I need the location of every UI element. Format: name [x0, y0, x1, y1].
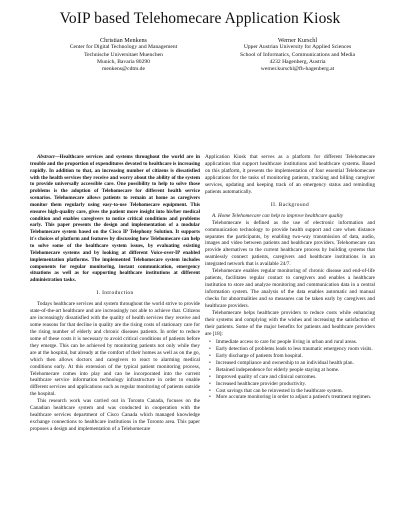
author-affiliation: Upper Austrian University for Applied Sciences: [243, 44, 352, 51]
list-item: • Increased healthcare provider productivity.: [216, 381, 375, 388]
paper-title: VoIP based Telehomecare Application Kiosk: [59, 10, 341, 27]
list-item: • Improved quality of care and clinical outcomes.: [216, 374, 375, 381]
background-paragraph-1: Telehomecare is defined as the use of electronic information and communication technology to provide health support and care when distance separates the participants, by enabling two-way transmission of data, audio, images and video between patients and healthcare providers. Telehomecare can provide alternatives to the current healthcare process by building systems that seamlessly connect patients, caregivers and healthcare institutions in an integrated network that is available 24/7.: [205, 219, 375, 268]
author-block-1: [36, 37, 211, 73]
background-paragraph-2: Telehomecare enables regular monitoring of chronic disease and end-of-life patients, facilitates regular contact to caregivers and enables a healthcare institution to store and analyze monitoring and communication data in a central information system. The analysis of the data enables automatic and manual checks for abnormalities and so measures can be taken early by caregivers and healthcare providers.: [205, 268, 375, 310]
author-affiliation: School of Informatics, Communications and Media: [240, 51, 355, 58]
author-name: Christian Menkens: [100, 37, 147, 44]
intro-paragraph-2: This research work was carried out in Toronto Canada, focuses on the Canadian healthcare system and was conducted in cooperation with the healthcare services department of Cisco Canada which managed knowledge exchange connections to healthcare institutions in the Toronto area. This paper proposes a design and implementation of a Telehomecare: [30, 398, 200, 433]
subsection-heading: A. Home Telehomecare can help to improve healthcare quality: [212, 212, 344, 219]
right-paragraph-1: Application Kiosk that serves as a platform for different Telehomecare applications that support healthcare institutions and healthcare systems. Based on this platform, it presents the implementation of four essential Telehomecare applications for the tasks of monitoring patients, tracking and billing caregiver services, updating and keeping track of an emergency status and reminding patients automatically.: [205, 154, 375, 195]
benefits-list: [205, 339, 375, 402]
list-item: • Increased compliance and ownership to an individual health plan.: [216, 360, 375, 367]
author-affiliation: Center for Digital Technology and Management: [69, 44, 178, 51]
left-column: [30, 154, 200, 433]
list-item: • Early detection of problems leads to less traumatic emergency room visits.: [216, 346, 375, 353]
author-email: werner.kurschl@fh-hagenberg.at: [260, 66, 335, 73]
section-heading-background: II. Background: [270, 201, 310, 208]
author-affiliation: Technische Universitaet Muenchen: [84, 51, 163, 58]
list-item: • Cost savings that can be reinvested in the healthcare system.: [216, 388, 375, 395]
list-item: • Immediate access to care for people living in urban and rural areas.: [216, 339, 375, 346]
author-email: menkens@cdtm.de: [102, 66, 145, 73]
intro-paragraph-1: Todays healthcare services and system throughout the world strive to provide state-of-the-art healthcare and are increasingly not able to achieve that. Citizens are increasingly dissatisfied with the quality of health services they receive and some reasons for that decline in quality are the rising costs of stationary care for the rising number of elderly and chronic diseases patients. In order to reduce some of these costs it is necessary to avoid critical conditions of patients before they emerge. This can be achieved by monitoring patients not only while they are at the hospital, but already at the comfort of their homes as well as on the go, which then allows doctors and caregivers to react to alarming medical conditions early. At this extension of the typical patient monitoring process, Telehomecare comes into play and can be incorporated into the current healthcare service information technology infrastructure in order to enable different services and applications such as regular monitoring of patients outside the hospital.: [30, 300, 200, 398]
abstract: [30, 154, 200, 284]
background-paragraph-3: Telehomecare helps healthcare providers to reduce costs while enhancing their systems and complying with the wishes and increasing the satisfaction of their patients. Some of the major benefits for patients and healthcare providers are [18]:: [205, 310, 375, 337]
list-item: • Retained independence for elderly people staying at home.: [216, 367, 375, 374]
author-address: Munich, Bavaria 80290: [97, 58, 150, 65]
list-item: • Early discharge of patients from hospital.: [216, 353, 375, 360]
abstract-lead: Abstract: [37, 154, 55, 160]
right-column: [205, 154, 375, 401]
author-address: 4232 Hagenberg, Austria: [269, 58, 326, 65]
author-name: Werner Kurschl: [277, 37, 318, 44]
section-heading-introduction: I. Introduction: [96, 290, 134, 297]
abstract-text: —Healthcare services and systems throughout the world are in trouble and the proportion of expenditures devoted to healthcare is increasing rapidly. In addition to that, an increasing number of citizens is dissatisfied with the health services they receive and worry about the ability of the system to provide universally accessible care. One possibility to help to solve those problems is the adoption of Telehomecare for different health service scenarios. Telehomecare allows patients to remain at home as caregivers monitor them regularly using easy-to-use Telehomecare equipment. This ensures high-quality care, gives the patient more insight into his/her medical condition and enables caregivers to notice critical conditions and problems early. This paper presents the design and implementation of a modular Telehomecare system based on the Cisco IP Telephony Solution. It supports it's choices of platform and features by discussing how Telehomecare can help to solve some of the healthcare system issues, by evaluating existing Telehomecare systems and by looking at different Voice-over-IP enabled implementation platforms. The implemented Telehomecare system includes components for regular monitoring, instant communication, emergency situations as well as for supporting healthcare institutions at different administration tasks.: [30, 154, 200, 284]
list-item: • More accurate monitoring in order to adjust a patient's treatment regimen.: [216, 394, 375, 401]
author-block-2: [210, 37, 385, 73]
